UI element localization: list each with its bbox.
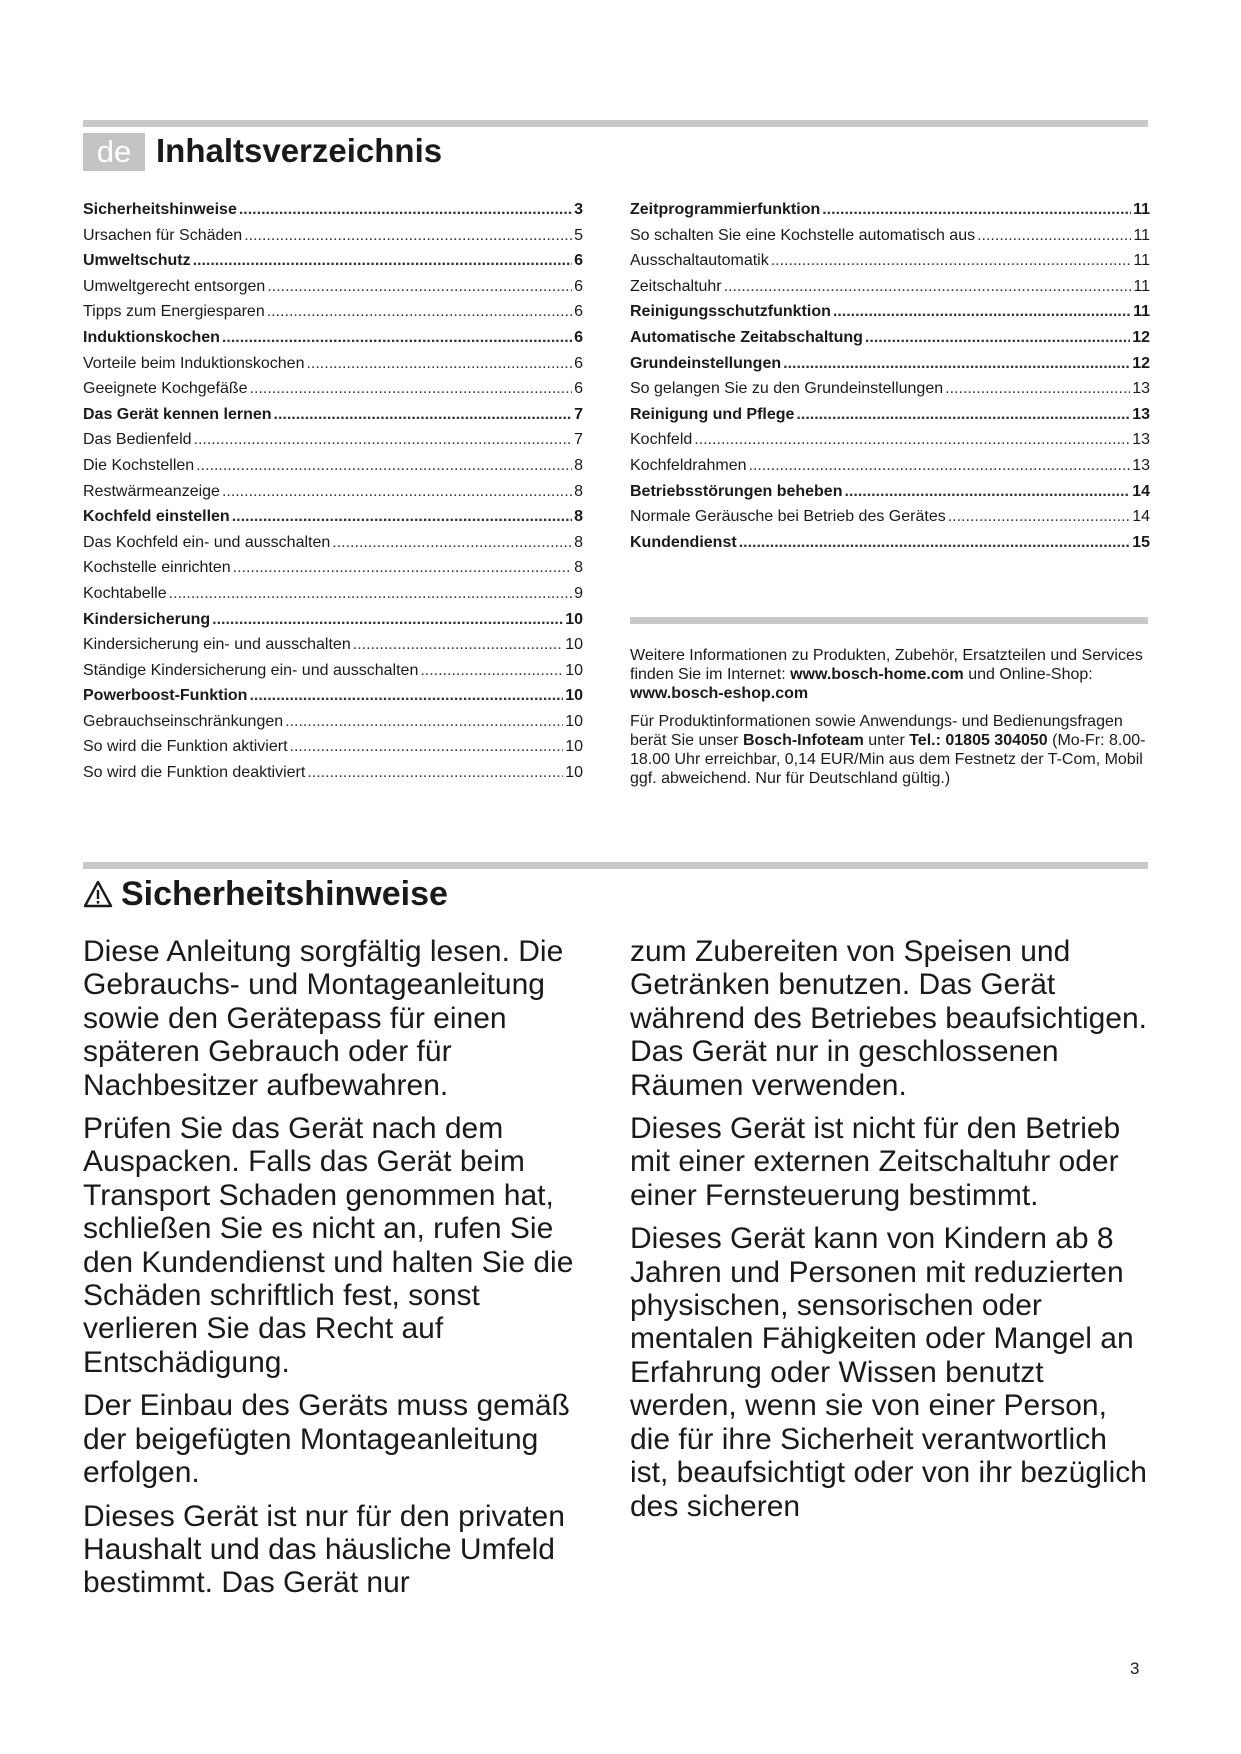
info-text: unter	[863, 732, 910, 749]
safety-paragraph: Prüfen Sie das Gerät nach dem Auspacken. Falls das Gerät beim Transport Schaden genommen hat, schließen Sie es nicht an, rufen Sie den Kundendienst und halten Sie die Schäden schriftlich fest, sonst verlieren Sie das Recht auf Entschädigung.	[83, 1112, 574, 1379]
language-badge: de	[83, 133, 145, 171]
toc-leader-dots	[724, 274, 1132, 300]
toc-entry[interactable]	[83, 299, 583, 325]
toc-leader-dots	[306, 351, 572, 377]
toc-entry[interactable]	[83, 760, 583, 786]
toc-entry-title: Restwärmeanzeige	[83, 482, 220, 500]
toc-entry-title: Kundendienst	[630, 533, 737, 551]
toc-entry[interactable]	[83, 581, 583, 607]
toc-leader-dots	[948, 504, 1130, 530]
toc-entry-title: Umweltgerecht entsorgen	[83, 277, 266, 295]
toc-leader-dots	[771, 248, 1132, 274]
toc-entry-page: 6	[574, 303, 583, 321]
safety-title: Sicherheitshinweise	[121, 875, 448, 913]
toc-entry-page: 11	[1133, 303, 1150, 321]
toc-leader-dots	[332, 530, 572, 556]
toc-entry[interactable]	[83, 427, 583, 453]
toc-entry-page: 6	[574, 252, 583, 270]
toc-entry-title: Zeitschaltuhr	[630, 277, 722, 295]
toc-leader-dots	[249, 683, 563, 709]
info-paragraph-online	[630, 646, 1148, 703]
toc-entry-page: 10	[565, 738, 583, 756]
toc-entry-page: 8	[574, 508, 583, 526]
url-bosch-home[interactable]: www.bosch-home.com	[790, 666, 964, 683]
toc-entry-title: Kochfeldrahmen	[630, 456, 747, 474]
toc-entry[interactable]	[83, 223, 583, 249]
toc-entry[interactable]	[83, 376, 583, 402]
toc-entry[interactable]	[630, 223, 1150, 249]
toc-entry[interactable]	[630, 299, 1150, 325]
safety-paragraph: Dieses Gerät kann von Kindern ab 8 Jahren und Personen mit reduzierten physischen, sensorischen oder mentalen Fähigkeiten oder Mangel an Erfahrung oder Wissen benutzt werden, wenn sie von einer Person, die für ihre Sicherheit verantwortlich ist, beaufsichtigt oder von ihr bezüglich des sicheren	[630, 1222, 1147, 1523]
toc-entry[interactable]	[630, 248, 1150, 274]
toc-leader-dots	[833, 299, 1131, 325]
toc-entry-title: Die Kochstellen	[83, 456, 195, 474]
toc-leader-dots	[194, 427, 573, 453]
toc-entry[interactable]	[630, 479, 1150, 505]
toc-entry-title: Kindersicherung	[83, 610, 211, 628]
toc-entry-title: Grundeinstellungen	[630, 354, 782, 372]
toc-leader-dots	[267, 299, 572, 325]
toc-leader-dots	[945, 376, 1130, 402]
page-title: Inhaltsverzeichnis	[156, 132, 443, 169]
page-number: 3	[1130, 1659, 1140, 1678]
toc-entry-page: 7	[574, 405, 583, 423]
toc-entry-title: Ständige Kindersicherung ein- und ausschalten	[83, 661, 419, 679]
toc-entry-page: 6	[574, 380, 583, 398]
toc-leader-dots	[307, 760, 563, 786]
toc-entry[interactable]	[83, 555, 583, 581]
toc-entry-title: Tipps zum Energiesparen	[83, 303, 265, 321]
toc-leader-dots	[844, 479, 1130, 505]
safety-paragraph: zum Zubereiten von Speisen und Getränken benutzen. Das Gerät während des Betriebes beaufsichtigen. Das Gerät nur in geschlossenen Räumen verwenden.	[630, 935, 1148, 1102]
toc-entry-title: Ausschaltautomatik	[630, 252, 769, 270]
toc-entry-title: Reinigung und Pflege	[630, 405, 795, 423]
toc-leader-dots	[267, 274, 572, 300]
toc-entry-page: 10	[565, 610, 583, 628]
toc-entry[interactable]	[83, 351, 583, 377]
safety-left-column	[83, 935, 603, 1610]
toc-entry[interactable]	[83, 734, 583, 760]
toc-entry-page: 10	[565, 636, 583, 654]
toc-entry-page: 8	[574, 559, 583, 577]
toc-entry-page: 10	[565, 687, 583, 705]
toc-entry-page: 13	[1132, 405, 1150, 423]
toc-leader-dots	[353, 632, 563, 658]
toc-entry-title: So wird die Funktion deaktiviert	[83, 764, 306, 782]
toc-entry-title: Umweltschutz	[83, 252, 191, 270]
toc-leader-dots	[212, 607, 563, 633]
toc-entry-title: Normale Geräusche bei Betrieb des Gerätes	[630, 508, 946, 526]
toc-entry[interactable]	[83, 197, 583, 223]
toc-entry-page: 8	[574, 482, 583, 500]
toc-entry[interactable]	[83, 402, 583, 428]
toc-entry-title: Powerboost-Funktion	[83, 687, 248, 705]
toc-entry[interactable]	[83, 683, 583, 709]
toc-leader-dots	[822, 197, 1131, 223]
toc-entry-title: Sicherheitshinweise	[83, 201, 237, 218]
toc-leader-dots	[274, 402, 573, 428]
toc-entry-title: Kindersicherung ein- und ausschalten	[83, 636, 351, 654]
toc-entry-page: 11	[1133, 226, 1150, 244]
toc-leader-dots	[290, 734, 564, 760]
warning-triangle-icon	[83, 880, 113, 908]
toc-entry[interactable]	[630, 530, 1150, 556]
toc-right-column	[630, 197, 1150, 555]
toc-leader-dots	[749, 453, 1131, 479]
toc-entry-title: Das Gerät kennen lernen	[83, 405, 272, 423]
toc-leader-dots	[193, 248, 573, 274]
toc-entry[interactable]	[83, 504, 583, 530]
toc-left-column	[83, 197, 583, 786]
toc-entry-title: Kochstelle einrichten	[83, 559, 231, 577]
toc-leader-dots	[222, 479, 572, 505]
toc-entry-title: Das Bedienfeld	[83, 431, 192, 449]
toc-entry-title: Geeignete Kochgefäße	[83, 380, 248, 398]
info-paragraph-infoteam	[630, 712, 1148, 788]
toc-entry-title: Kochfeld einstellen	[83, 508, 230, 526]
toc-entry-page: 11	[1133, 277, 1150, 295]
toc-entry-page: 6	[574, 328, 583, 346]
toc-entry[interactable]	[83, 248, 583, 274]
toc-leader-dots	[232, 504, 572, 530]
toc-leader-dots	[244, 223, 572, 249]
safety-heading	[83, 872, 448, 916]
toc-entry-title: Automatische Zeitabschaltung	[630, 328, 863, 346]
toc-entry[interactable]	[630, 376, 1150, 402]
safety-paragraph: Diese Anleitung sorgfältig lesen. Die Gebrauchs- und Montageanleitung sowie den Gerätepass für einen späteren Gebrauch oder für Nachbesitzer aufbewahren.	[83, 935, 564, 1102]
toc-entry-title: Kochtabelle	[83, 584, 167, 602]
toc-entry-page: 12	[1132, 328, 1150, 346]
toc-entry-title: So schalten Sie eine Kochstelle automatisch aus	[630, 226, 976, 244]
toc-entry[interactable]	[630, 197, 1150, 223]
toc-entry-page: 11	[1133, 252, 1150, 270]
toc-entry-title: Induktionskochen	[83, 328, 220, 346]
toc-entry-page: 10	[565, 764, 583, 782]
toc-leader-dots	[796, 402, 1130, 428]
safety-paragraph: Dieses Gerät ist nur für den privaten Haushalt und das häusliche Umfeld bestimmt. Das Gerät nur	[83, 1499, 565, 1600]
infoteam-phone: Tel.: 01805 304050	[909, 732, 1048, 749]
toc-entry[interactable]	[83, 530, 583, 556]
toc-entry-page: 9	[574, 584, 583, 602]
toc-leader-dots	[783, 351, 1130, 377]
toc-entry-title: Gebrauchseinschränkungen	[83, 712, 284, 730]
toc-entry-title: Ursachen für Schäden	[83, 226, 243, 244]
toc-entry-page: 10	[565, 661, 583, 679]
toc-entry[interactable]	[630, 453, 1150, 479]
top-divider	[83, 120, 1148, 127]
toc-entry-page: 6	[574, 277, 583, 295]
toc-leader-dots	[865, 325, 1130, 351]
section-divider	[83, 862, 1148, 869]
info-text: Weitere Informationen zu Produkten, Zubehör, Ersatzteilen und Services finden Sie im Internet:	[630, 647, 1143, 683]
toc-entry-title: Betriebsstörungen beheben	[630, 482, 843, 500]
info-text: Für Produktinformationen sowie Anwendungs- und Bedienungsfragen berät Sie unser	[630, 713, 1123, 749]
toc-entry-page: 3	[574, 201, 583, 218]
info-text: (Mo-Fr: 8.00-18.00 Uhr erreichbar, 0,14 EUR/Min aus dem Festnetz der T-Com, Mobil ggf. abweichend. Nur für Deutschland gültig.)	[630, 732, 1146, 787]
toc-entry[interactable]	[630, 427, 1150, 453]
safety-paragraph: Der Einbau des Geräts muss gemäß der beigefügten Montageanleitung erfolgen.	[83, 1389, 570, 1490]
toc-entry-page: 13	[1132, 456, 1150, 474]
toc-entry[interactable]	[83, 453, 583, 479]
toc-entry[interactable]	[83, 658, 583, 684]
toc-entry-page: 11	[1133, 201, 1150, 218]
toc-entry-page: 13	[1132, 431, 1150, 449]
toc-entry[interactable]	[630, 504, 1150, 530]
toc-entry-title: Das Kochfeld ein- und ausschalten	[83, 533, 331, 551]
toc-entry-page: 12	[1132, 354, 1150, 372]
info-divider	[630, 617, 1148, 624]
toc-leader-dots	[250, 376, 573, 402]
toc-entry-title: Vorteile beim Induktionskochen	[83, 354, 305, 372]
toc-entry-page: 8	[574, 456, 583, 474]
toc-entry[interactable]	[83, 479, 583, 505]
toc-entry-page: 14	[1132, 508, 1150, 526]
toc-entry[interactable]	[630, 402, 1150, 428]
toc-leader-dots	[285, 709, 563, 735]
toc-entry[interactable]	[83, 607, 583, 633]
toc-leader-dots	[196, 453, 572, 479]
toc-leader-dots	[977, 223, 1131, 249]
url-bosch-eshop[interactable]: www.bosch-eshop.com	[630, 685, 809, 702]
toc-entry[interactable]	[630, 351, 1150, 377]
toc-leader-dots	[694, 427, 1130, 453]
toc-leader-dots	[239, 197, 572, 223]
toc-entry-page: 5	[574, 226, 583, 244]
toc-entry-page: 10	[565, 712, 583, 730]
info-text: und Online-Shop:	[963, 666, 1093, 683]
toc-entry-title: Kochfeld	[630, 431, 693, 449]
toc-entry-title: Zeitprogrammierfunktion	[630, 201, 821, 218]
toc-entry-title: So wird die Funktion aktiviert	[83, 738, 288, 756]
toc-entry[interactable]	[83, 325, 583, 351]
toc-entry-page: 7	[574, 431, 583, 449]
toc-entry-page: 8	[574, 533, 583, 551]
safety-right-column	[630, 935, 1150, 1533]
toc-leader-dots	[420, 658, 563, 684]
toc-entry-page: 13	[1132, 380, 1150, 398]
toc-entry-page: 6	[574, 354, 583, 372]
infoteam-name: Bosch-Infoteam	[742, 732, 864, 749]
toc-entry[interactable]	[630, 325, 1150, 351]
toc-leader-dots	[739, 530, 1131, 556]
toc-entry[interactable]	[630, 274, 1150, 300]
toc-entry-page: 15	[1132, 533, 1150, 551]
toc-entry[interactable]	[83, 709, 583, 735]
toc-entry-page: 14	[1132, 482, 1150, 500]
toc-leader-dots	[233, 555, 572, 581]
toc-entry[interactable]	[83, 632, 583, 658]
toc-entry-title: Reinigungsschutzfunktion	[630, 303, 831, 321]
toc-leader-dots	[169, 581, 572, 607]
safety-paragraph: Dieses Gerät ist nicht für den Betrieb mit einer externen Zeitschaltuhr oder einer Fernsteuerung bestimmt.	[630, 1112, 1121, 1212]
toc-entry-title: So gelangen Sie zu den Grundeinstellungen	[630, 380, 944, 398]
toc-entry[interactable]	[83, 274, 583, 300]
toc-leader-dots	[222, 325, 572, 351]
